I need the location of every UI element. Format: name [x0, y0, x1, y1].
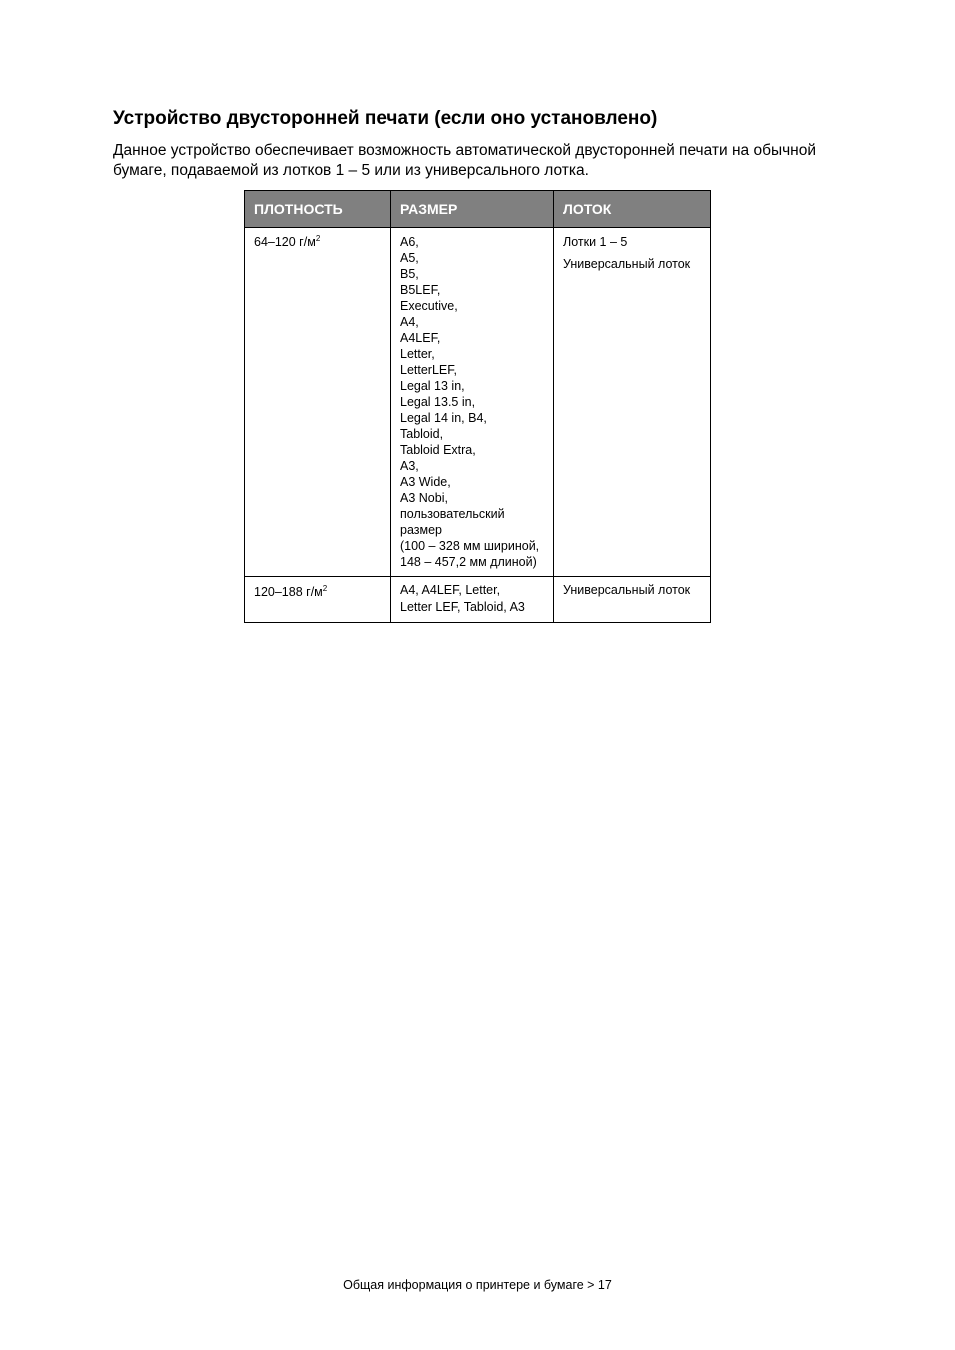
sizes-cell — [391, 577, 554, 623]
size-item: A5, — [400, 251, 419, 265]
weight-cell — [245, 228, 391, 577]
size-item: пользовательский — [400, 507, 505, 521]
size-item: B5, — [400, 267, 419, 281]
trays-cell — [554, 228, 711, 577]
size-item: A4LEF, — [400, 331, 441, 345]
size-item: 148 – 457,2 мм длиной) — [400, 555, 537, 569]
size-item: Tabloid, — [400, 427, 444, 441]
size-item: A4, A4LEF, Letter, — [400, 583, 501, 597]
size-item: B5LEF, — [400, 283, 441, 297]
size-item: A3 Nobi, — [400, 491, 448, 505]
size-item: Executive, — [400, 299, 458, 313]
table-header-row — [245, 191, 711, 228]
tray-item: Универсальный лоток — [563, 583, 691, 597]
page-footer: Общая информация о принтере и бумаге > 17 — [343, 1278, 612, 1292]
header-size: РАЗМЕР — [391, 191, 554, 228]
header-weight: ПЛОТНОСТЬ — [245, 191, 391, 228]
section-title: Устройство двусторонней печати (если оно установлено) — [113, 108, 658, 129]
size-item: Letter, — [400, 347, 435, 361]
weight-superscript: 2 — [315, 234, 321, 243]
weight-superscript: 2 — [322, 584, 328, 593]
size-item: Tabloid Extra, — [400, 443, 476, 457]
weight-cell — [245, 577, 391, 623]
table-row — [245, 577, 711, 623]
size-item: A6, — [400, 235, 419, 249]
trays-cell — [554, 577, 711, 623]
weight-value: 64–120 г/м — [254, 235, 316, 249]
intro-paragraph — [113, 141, 853, 181]
size-item: A4, — [400, 315, 419, 329]
size-item: Legal 14 in, B4, — [400, 411, 487, 425]
tray-item: Лотки 1 – 5 — [563, 235, 628, 249]
tray-item: Универсальный лоток — [563, 257, 691, 271]
header-tray: ЛОТОК — [554, 191, 711, 228]
intro-line: Данное устройство обеспечивает возможность автоматической двусторонней печати на обычной — [113, 142, 817, 159]
intro-line: бумаге, подаваемой из лотков 1 – 5 или из универсального лотка. — [113, 162, 589, 179]
size-item: (100 – 328 мм шириной, — [400, 539, 540, 553]
size-item: Legal 13 in, — [400, 379, 465, 393]
size-item: Letter LEF, Tabloid, A3 — [400, 600, 525, 614]
size-item: размер — [400, 523, 442, 537]
size-item: LetterLEF, — [400, 363, 457, 377]
size-item: A3 Wide, — [400, 475, 451, 489]
table-row — [245, 228, 711, 577]
sizes-cell — [391, 228, 554, 577]
duplex-spec-table — [244, 190, 711, 623]
weight-value: 120–188 г/м — [254, 585, 323, 599]
size-item: Legal 13.5 in, — [400, 395, 476, 409]
size-item: A3, — [400, 459, 419, 473]
